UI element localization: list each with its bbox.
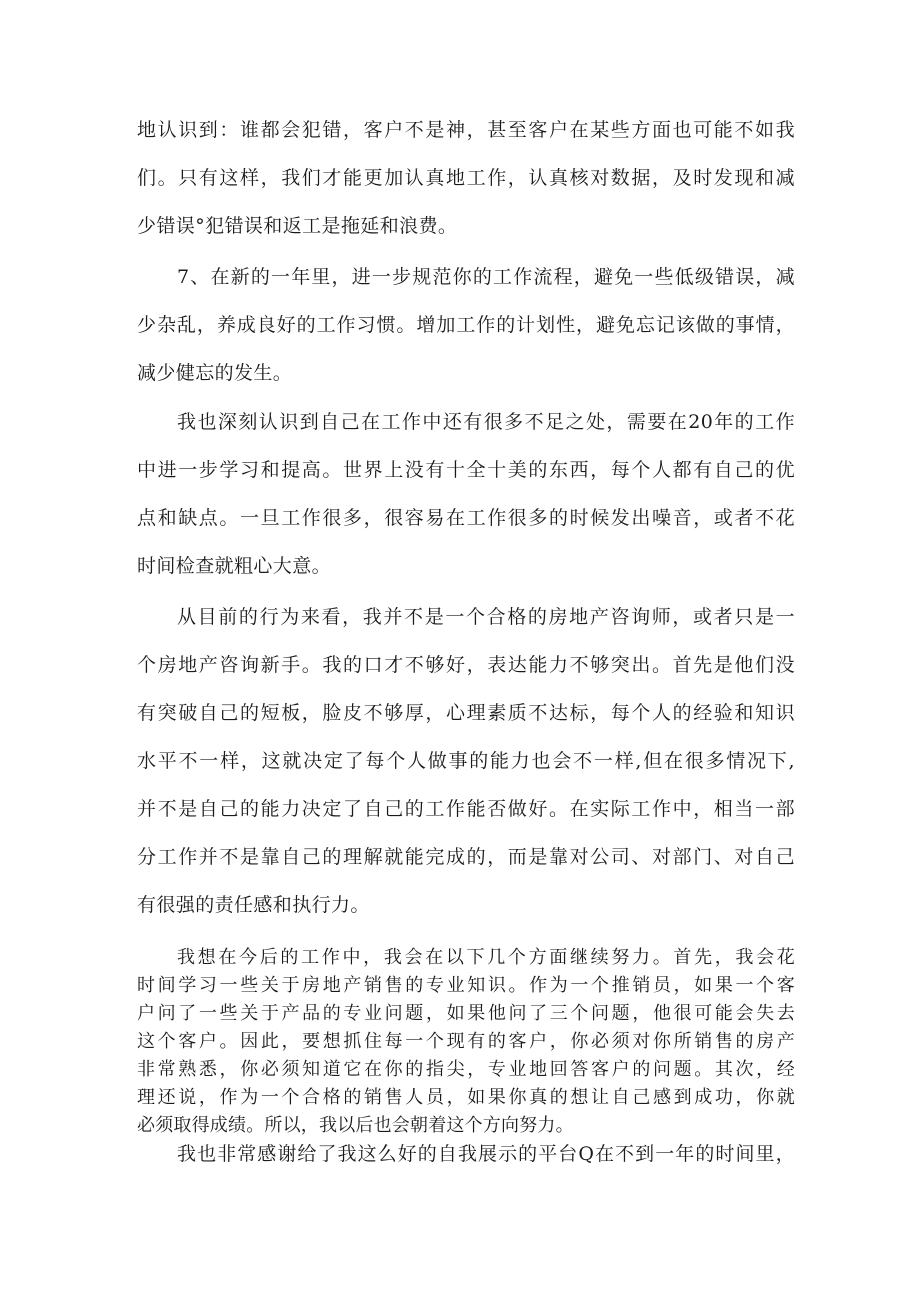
paragraph-line: 户问了一些关于产品的专业问题，如果他问了三个问题，他很可能会失去 <box>137 1003 795 1024</box>
paragraph-line: 水平不一样，这就决定了每个人做事的能力也会不一样,但在很多情况下, <box>137 750 795 772</box>
paragraph-line: 有很强的责任感和执行力。 <box>137 894 370 916</box>
paragraph-line: 必须取得成绩。所以，我以后也会朝着这个方向努力。 <box>137 1115 574 1136</box>
paragraph-line: 们。只有这样，我们才能更加认真地工作，认真核对数据，及时发现和减 <box>137 167 795 189</box>
paragraph-line: 地认识到：谁都会犯错，客户不是神，甚至客户在某些方面也可能不如我 <box>137 119 795 141</box>
paragraph-3 <box>137 398 795 590</box>
paragraph-line: 个房地产咨询新手。我的口才不够好，表达能力不够突出。首先是他们没 <box>137 654 795 676</box>
paragraph-line: 少杂乱，养成良好的工作习惯。增加工作的计划性，避免忘记该做的事情， <box>137 314 795 336</box>
paragraph-line: 中进一步学习和提高。世界上没有十全十美的东西，每个人都有自己的优 <box>137 459 795 481</box>
paragraph-4 <box>137 593 795 929</box>
paragraph-line: 减少健忘的发生。 <box>137 362 293 384</box>
paragraph-line: 非常熟悉，你必须知道它在你的指尖，专业地回答客户的问题。其次，经 <box>137 1059 795 1080</box>
paragraph-line: 我也非常感谢给了我这么好的自我展示的平台Q在不到一年的时间里， <box>177 1143 795 1165</box>
paragraph-6 <box>137 1130 795 1178</box>
paragraph-line: 少错误°犯错误和返工是拖延和浪费。 <box>137 215 458 237</box>
paragraph-line: 有突破自己的短板，脸皮不够厚，心理素质不达标，每个人的经验和知识 <box>137 702 795 724</box>
paragraph-line: 我想在今后的工作中，我会在以下几个方面继续努力。首先，我会花 <box>177 947 795 968</box>
paragraph-1 <box>137 106 795 250</box>
paragraph-line: 时间检查就粗心大意。 <box>137 555 332 577</box>
paragraph-line: 7、在新的一年里，进一步规范你的工作流程，避免一些低级错误，减 <box>177 266 795 288</box>
paragraph-line: 理还说，作为一个合格的销售人员，如果你真的想让自己感到成功，你就 <box>137 1087 795 1108</box>
paragraph-line: 这个客户。因此，要想抓住每一个现有的客户，你必须对你所销售的房产 <box>137 1031 795 1052</box>
paragraph-line: 分工作并不是靠自己的理解就能完成的，而是靠对公司、对部门、对自己 <box>137 846 795 868</box>
paragraph-line: 从目前的行为来看，我并不是一个合格的房地产咨询师，或者只是一 <box>177 606 795 628</box>
paragraph-5 <box>137 944 795 1140</box>
paragraph-line: 点和缺点。一旦工作很多，很容易在工作很多的时候发出噪音，或者不花 <box>137 507 795 529</box>
paragraph-line: 我也深刻认识到自己在工作中还有很多不足之处，需要在20年的工作 <box>177 411 795 433</box>
paragraph-line: 时间学习一些关于房地产销售的专业知识。作为一个推销员，如果一个客 <box>137 975 795 996</box>
paragraph-line: 并不是自己的能力决定了自己的工作能否做好。在实际工作中，相当一部 <box>137 798 795 820</box>
paragraph-2 <box>137 253 795 397</box>
